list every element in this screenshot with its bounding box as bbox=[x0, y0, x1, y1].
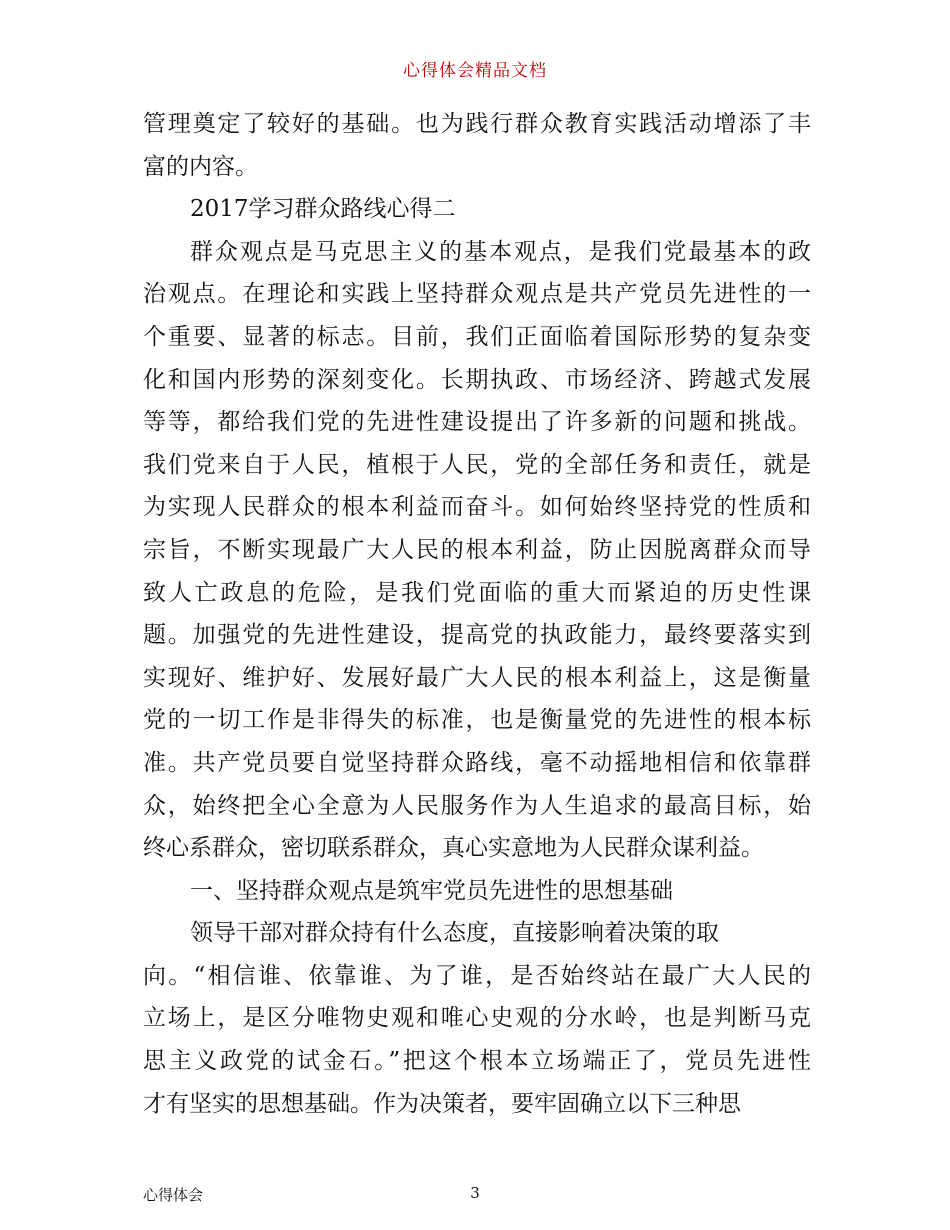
section-heading: 一、坚持群众观点是筑牢党员先进性的思想基础 bbox=[190, 877, 673, 904]
page-number: 3 bbox=[470, 1184, 480, 1202]
text-line: 才有坚实的思想基础。作为决策者，要牢固确立以下三种思 bbox=[143, 1090, 741, 1117]
footer-label: 心得体会 bbox=[143, 1186, 204, 1204]
text-line: 管理奠定了较好的基础。也为践行群众教育实践活动增添了丰 bbox=[143, 111, 811, 137]
text-line: 化和国内形势的深刻变化。长期执政、市场经济、跨越式发展 bbox=[143, 366, 811, 393]
text-line: 众，始终把全心全意为人民服务作为人生追求的最高目标，始 bbox=[143, 792, 811, 819]
text-line: 实现好、维护好、发展好最广大人民的根本利益上，这是衡量 bbox=[143, 664, 811, 691]
text-line: 终心系群众，密切联系群众，真心实意地为人民群众谋利益。 bbox=[143, 835, 764, 862]
text-line: 富的内容。 bbox=[143, 153, 258, 180]
text-line: 向。“相信谁、依靠谁、为了谁，是否始终站在最广大人民的 bbox=[143, 962, 811, 989]
text-line: 等等，都给我们党的先进性建设提出了许多新的问题和挑战。 bbox=[143, 409, 811, 436]
document-header-title: 心得体会精品文档 bbox=[403, 61, 547, 81]
text-line: 宗旨，不断实现最广大人民的根本利益，防止因脱离群众而导 bbox=[143, 536, 811, 563]
text-line: 思主义政党的试金石。”把这个根本立场端正了，党员先进性 bbox=[143, 1048, 811, 1075]
text-line: 准。共产党员要自觉坚持群众路线，毫不动摇地相信和依靠群 bbox=[143, 749, 811, 776]
text-line: 我们党来自于人民，植根于人民，党的全部任务和责任，就是 bbox=[143, 451, 811, 478]
text-line: 领导干部对群众持有什么态度，直接影响着决策的取 bbox=[190, 920, 719, 947]
section-title: 2017学习群众路线心得二 bbox=[190, 196, 456, 223]
text-line: 治观点。在理论和实践上坚持群众观点是共产党员先进性的一 bbox=[143, 281, 811, 308]
text-line: 党的一切工作是非得失的标准，也是衡量党的先进性的根本标 bbox=[143, 707, 811, 734]
text-line: 致人亡政息的危险，是我们党面临的重大而紧迫的历史性课 bbox=[143, 579, 811, 606]
text-line: 为实现人民群众的根本利益而奋斗。如何始终坚持党的性质和 bbox=[143, 494, 811, 521]
document-body bbox=[143, 103, 811, 1125]
text-line: 群众观点是马克思主义的基本观点，是我们党最基本的政 bbox=[190, 238, 811, 265]
text-line: 题。加强党的先进性建设，提高党的执政能力，最终要落实到 bbox=[143, 622, 811, 649]
text-line: 个重要、显著的标志。目前，我们正面临着国际形势的复杂变 bbox=[143, 323, 811, 350]
text-line: 立场上，是区分唯物史观和唯心史观的分水岭，也是判断马克 bbox=[143, 1005, 811, 1032]
